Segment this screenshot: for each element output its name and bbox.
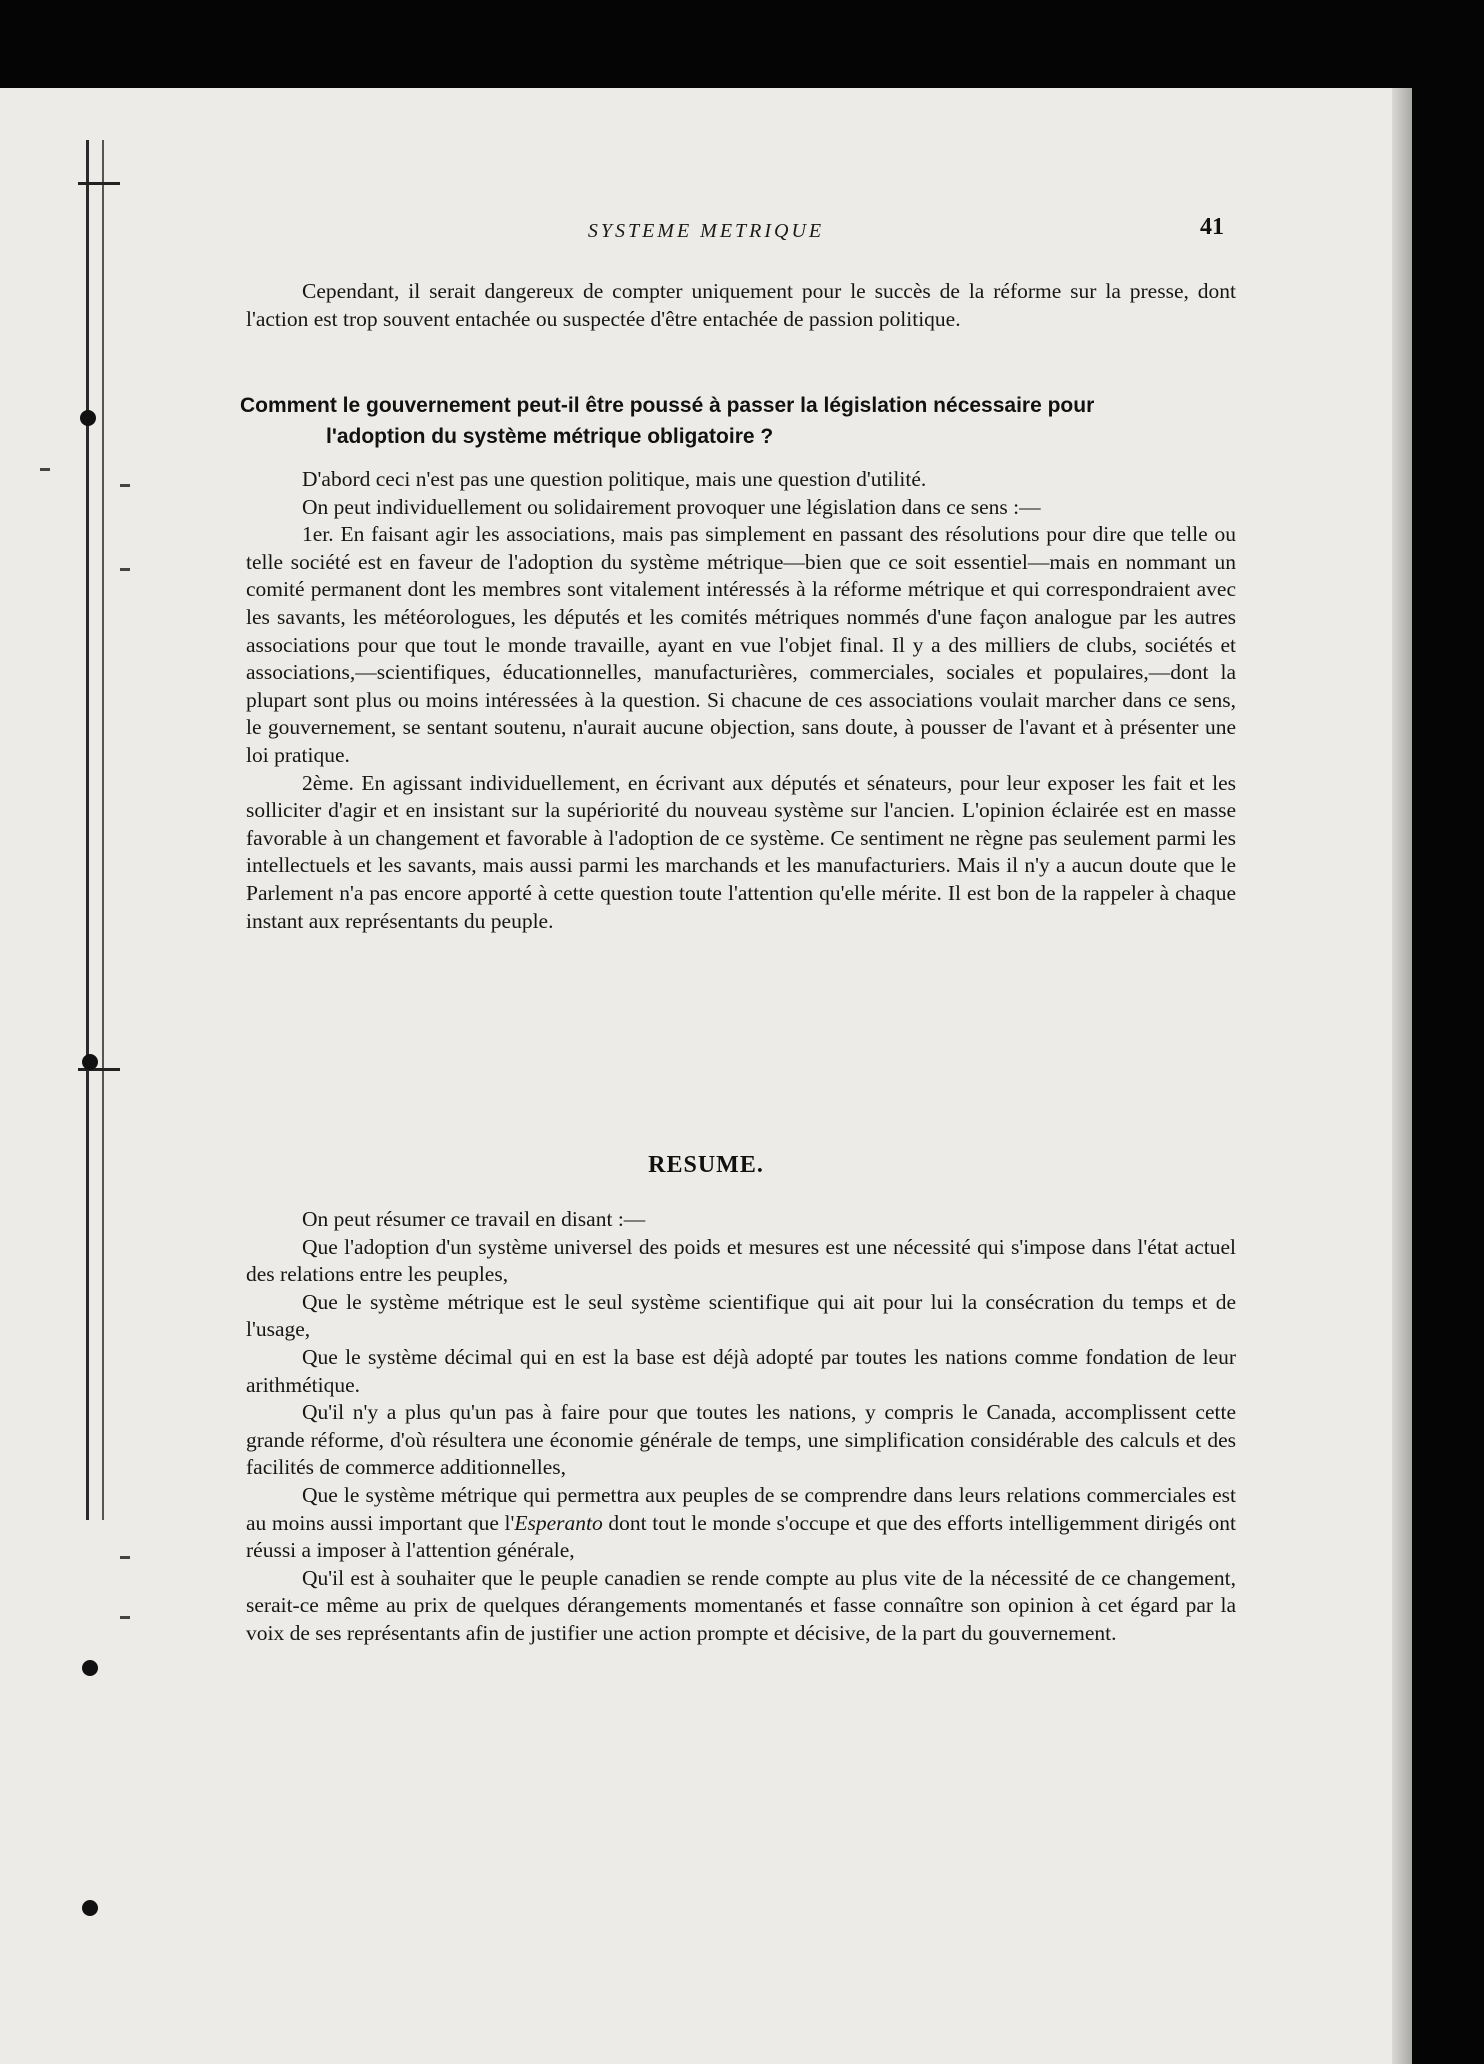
paragraph: D'abord ceci n'est pas une question politique, mais une question d'utilité. <box>302 467 927 491</box>
paragraph: Que le système métrique est le seul système scientifique qui ait pour lui la consécration du temps et de l'usage, <box>246 1289 1236 1342</box>
question-line: Comment le gouvernement peut-il être poussé à passer la législation nécessaire pour <box>240 394 1095 417</box>
paragraph: Que l'adoption d'un système universel des poids et mesures est une nécessité qui s'impose dans l'état actuel des relations entre les peuples, <box>246 1234 1236 1287</box>
binding-tick <box>78 182 120 185</box>
binding-blob <box>82 1054 98 1070</box>
paragraph: Cependant, il serait dangereux de compter uniquement pour le succès de la réforme sur la presse, dont l'action est trop souvent entachée ou suspectée d'être entachée de passion politique. <box>246 279 1236 331</box>
paragraph: Qu'il est à souhaiter que le peuple canadien se rende compte au plus vite de la nécessité de ce changement, serait-ce même au prix de quelques dérangements momentanés et fasse connaître son opinion à cet égard par la voix de ses représentants afin de justifier une action prompte et décisive, de la part du gouvernement. <box>246 1565 1236 1645</box>
intro-paragraph-block <box>246 278 1236 333</box>
paragraph: On peut résumer ce travail en disant :— <box>302 1207 646 1231</box>
paragraph: 2ème. En agissant individuellement, en écrivant aux députés et sénateurs, pour leur exposer les fait et les solliciter d'agir et en insistant sur la supériorité du nouveau système sur l'ancien. L'opinion éclairée est en masse favorable à un changement et favorable à l'adoption de ce système. Ce sentiment ne règne pas seulement parmi les intellectuels et les savants, mais aussi parmi les marchands et les manufacturiers. Mais il n'y a aucun doute que le Parlement n'a pas encore apporté à cette question toute l'attention qu'elle mérite. Il est bon de la rappeler à chaque instant aux représentants du peuple. <box>246 770 1236 933</box>
resume-body <box>246 1206 1236 1648</box>
running-head: SYSTEME METRIQUE <box>587 220 825 242</box>
paragraph <box>246 1482 1236 1565</box>
question-line: l'adoption du système métrique obligatoire ? <box>326 425 774 448</box>
paragraph: 1er. En faisant agir les associations, mais pas simplement en passant des résolutions pour dire que telle ou telle société est en faveur de l'adoption du système métrique—bien que ce soit essentiel—mais en nommant un comité permanent dont les membres sont vitalement intéressés à la réforme métrique et qui correspondraient avec les savants, les météorologues, les députés et les comités métriques nommés d'une façon analogue par les autres associations pour que tout le monde travaille, ayant en vue l'objet final. Il y a des milliers de clubs, sociétés et associations,—scientifiques, éducationnelles, manufacturières, commerciales, sociales et populaires,—dont la plupart sont plus ou moins intéressées à la question. Si chacune de ces associations voulait marcher dans ce sens, le gouvernement, se sentant soutenu, n'aurait aucune objection, sans doute, à pousser de l'avant et à présenter une loi pratique. <box>246 522 1236 767</box>
paragraph: Qu'il n'y a plus qu'un pas à faire pour que toutes les nations, y compris le Canada, accomplissent cette grande réforme, d'où résultera une économie générale de temps, une simplification considérable des calculs et des facilités de commerce additionnelles, <box>246 1400 1236 1480</box>
binding-line <box>86 140 89 1520</box>
section-question <box>240 390 1240 452</box>
margin-mark <box>120 484 130 487</box>
page-number: 41 <box>1200 214 1224 240</box>
paragraph: On peut individuellement ou solidairement provoquer une législation dans ce sens :— <box>302 494 1041 519</box>
margin-mark <box>120 1556 130 1559</box>
section-body <box>246 466 1236 935</box>
book-page <box>0 88 1412 2064</box>
italic-term: Esperanto <box>514 1510 603 1535</box>
binding-blob <box>82 1900 98 1916</box>
binding-blob <box>80 410 96 426</box>
text-run: dont tout le monde s'occupe et que des efforts intelligemment dirigés ont réussi a imposer à l'attention générale, <box>246 1510 1237 1563</box>
margin-mark <box>120 568 130 571</box>
text-run: Que le système métrique qui permettra aux peuples de se comprendre dans leurs relations commerciales est au moins aussi important que l' <box>246 1482 1236 1535</box>
paragraph: Que le système décimal qui en est la base est déjà adopté par toutes les nations comme fondation de leur arithmétique. <box>246 1344 1236 1397</box>
margin-mark <box>120 1616 130 1619</box>
margin-mark <box>40 468 50 471</box>
binding-blob <box>82 1660 98 1676</box>
binding-line-inner <box>102 140 104 1520</box>
page-edge <box>1392 88 1412 2064</box>
resume-heading: RESUME. <box>648 1152 764 1178</box>
